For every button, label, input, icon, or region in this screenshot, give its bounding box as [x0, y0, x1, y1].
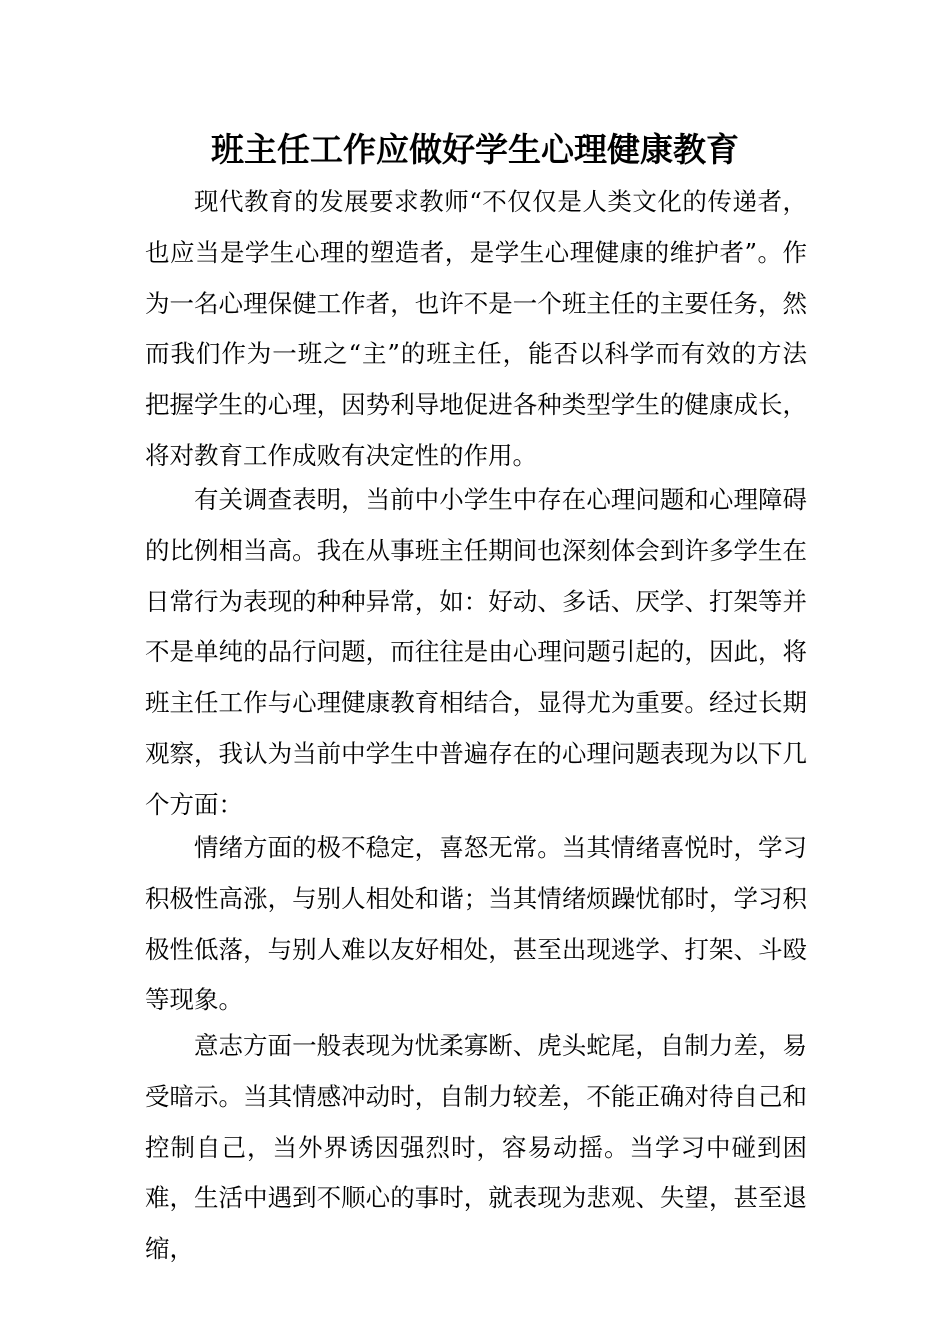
- document-title: 班主任工作应做好学生心理健康教育: [211, 130, 739, 169]
- paragraph: 情绪方面的极不稳定，喜怒无常。当其情绪喜悦时，学习积极性高涨，与别人相处和谐；当其情绪烦躁忧郁时，学习积极性低落，与别人难以友好相处，甚至出现逃学、打架、斗殴等现象。: [145, 833, 807, 1015]
- paragraph-block-4: [145, 1021, 807, 1275]
- paragraph-block-1: [145, 177, 807, 482]
- paragraph-block-3: [145, 823, 807, 1026]
- paragraph: 现代教育的发展要求教师“不仅仅是人类文化的传递者，也应当是学生心理的塑造者，是学生心理健康的维护者”。作为一名心理保健工作者，也许不是一个班主任的主要任务，然而我们作为一班之“主”的班主任，能否以科学而有效的方法把握学生的心理，因势利导地促进各种类型学生的健康成长，将对教育工作成败有决定性的作用。: [145, 187, 807, 470]
- paragraph: 意志方面一般表现为忧柔寡断、虎头蛇尾，自制力差，易受暗示。当其情感冲动时，自制力较差，不能正确对待自己和控制自己，当外界诱因强烈时，容易动摇。当学习中碰到困难，生活中遇到不顺心的事时，就表现为悲观、失望，甚至退缩，: [145, 1031, 807, 1264]
- paragraph-block-2: [145, 475, 807, 831]
- paragraph: 有关调查表明，当前中小学生中存在心理问题和心理障碍的比例相当高。我在从事班主任期间也深刻体会到许多学生在日常行为表现的种种异常，如：好动、多话、厌学、打架等并不是单纯的品行问题，而往往是由心理问题引起的，因此，将班主任工作与心理健康教育相结合，显得尤为重要。经过长期观察，我认为当前中学生中普遍存在的心理问题表现为以下几个方面：: [145, 485, 807, 819]
